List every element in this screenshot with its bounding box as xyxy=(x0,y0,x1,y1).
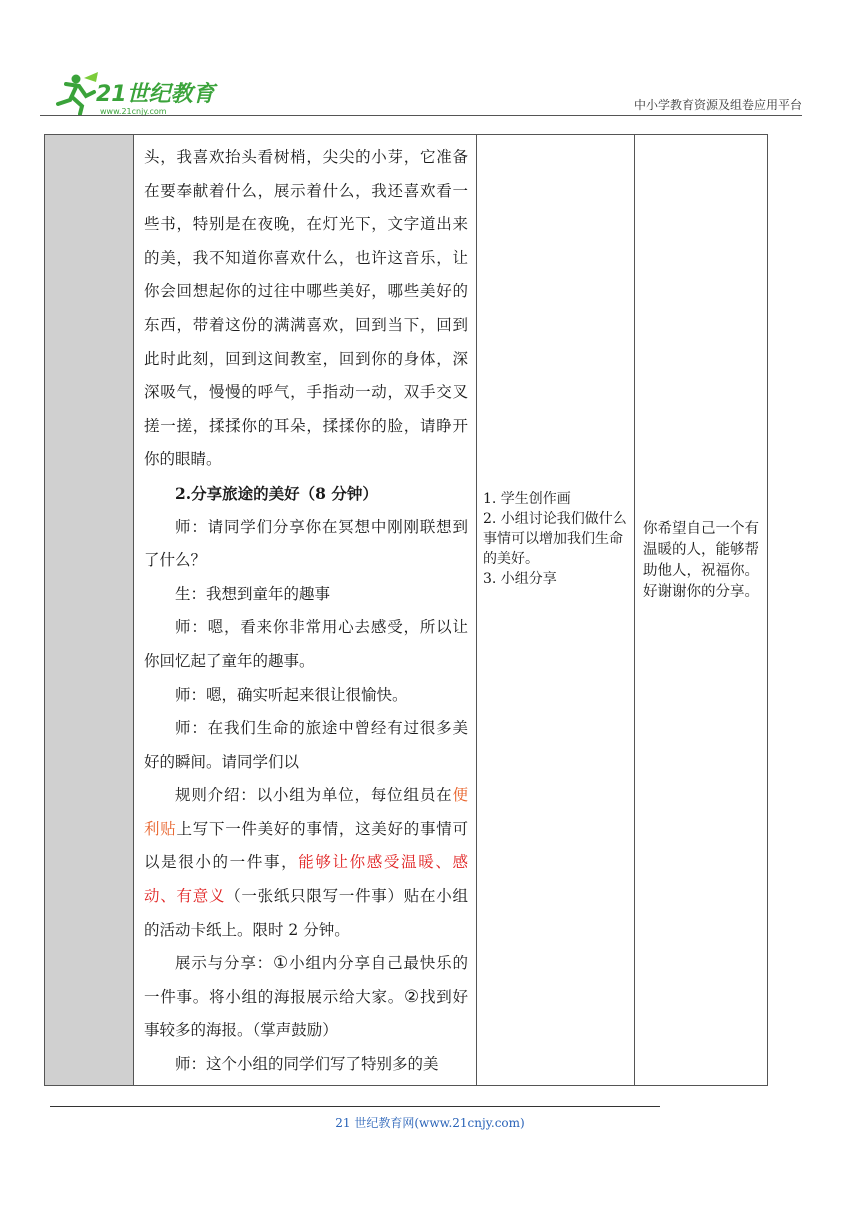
student-activity-column xyxy=(477,135,635,1085)
share-text: 小组内分享自己最快乐的一件事。将小组的海报展示给大家。 xyxy=(144,954,468,1006)
share-paragraph xyxy=(144,947,468,1048)
teaching-process-text xyxy=(144,141,468,1082)
paragraph: 生：我想到童年的趣事 xyxy=(175,584,331,603)
highlight-feelings: 能够让你感受温暖、感动、有意义 xyxy=(144,853,468,906)
paragraph-meditation: 头，我喜欢抬头看树梢，尖尖的小芽，它准备在要奉献着什么，展示着什么，我还喜欢看一些书，特别是在夜晚，在灯光下，文字道出来的美，我不知道你喜欢什么，也许这音乐，让你会回想起你的过往中哪些美好，哪些美好的东西，带着这份的满满喜欢，回到当下，回到此时此刻，回到这间教室，回到你的身体，深深吸气，慢慢的呼气，手指动一动，双手交叉搓一搓，揉揉你的耳朵，揉揉你的脸，请睁开你的眼睛。 xyxy=(144,148,468,469)
teaching-process-column xyxy=(134,135,477,1085)
highlight-sticky-note: 便利贴 xyxy=(144,786,468,838)
design-intent-text xyxy=(643,519,759,603)
paragraph: 师：在我们生命的旅途中曾经有过很多美好的瞬间。请同学们以 xyxy=(144,719,468,771)
step-one-marker: ① xyxy=(273,953,290,974)
rules-text: （一张纸只限写一件事）贴在小组的活动卡纸上。限时 2 分钟。 xyxy=(144,887,468,939)
list-item: 2. 小组讨论我们做什么事情可以增加我们生命的美好。 xyxy=(483,511,627,567)
list-item: 1. 学生创作画 xyxy=(483,491,571,507)
paragraph: 师：嗯，看来你非常用心去感受，所以让你回忆起了童年的趣事。 xyxy=(144,618,468,670)
lesson-table xyxy=(44,134,768,1086)
step-two-marker: ② xyxy=(403,986,420,1007)
section-heading: 2.分享旅途的美好（8 分钟） xyxy=(175,483,378,503)
intent-line: 好谢谢你的分享。 xyxy=(643,584,759,600)
intent-line: 你希望自己一个有温暖的人，能够帮助他人，祝福你。 xyxy=(643,521,759,579)
design-intent-column xyxy=(635,135,769,1085)
rules-paragraph xyxy=(144,779,468,947)
svg-text:www.21cnjy.com: www.21cnjy.com xyxy=(100,107,167,116)
svg-text:21世纪教育: 21世纪教育 xyxy=(96,82,215,107)
student-activity-list xyxy=(483,489,628,589)
paragraph: 师：这个小组的同学们写了特别多的美 xyxy=(175,1055,439,1074)
share-text: 展示与分享： xyxy=(175,954,274,973)
paragraph: 师：嗯，确实听起来很让很愉快。 xyxy=(175,685,408,704)
share-text: 找到好事较多的海报。（掌声鼓励） xyxy=(144,987,468,1040)
rules-text: 规则介绍：以小组为单位，每位组员在 xyxy=(175,786,453,805)
paragraph: 师：请同学们分享你在冥想中刚刚联想到了什么？ xyxy=(144,517,468,570)
rules-text: 上写下一件美好的事情，这美好的事情可以是很小的一件事， xyxy=(144,819,468,872)
site-logo xyxy=(46,70,226,120)
footer-divider xyxy=(50,1106,660,1107)
footer-link[interactable]: 21 世纪教育网(www.21cnjy.com) xyxy=(335,1116,525,1130)
stage-column xyxy=(45,135,134,1085)
list-item: 3. 小组分享 xyxy=(483,571,557,587)
platform-name: 中小学教育资源及组卷应用平台 xyxy=(633,98,802,112)
header-divider xyxy=(40,115,802,116)
